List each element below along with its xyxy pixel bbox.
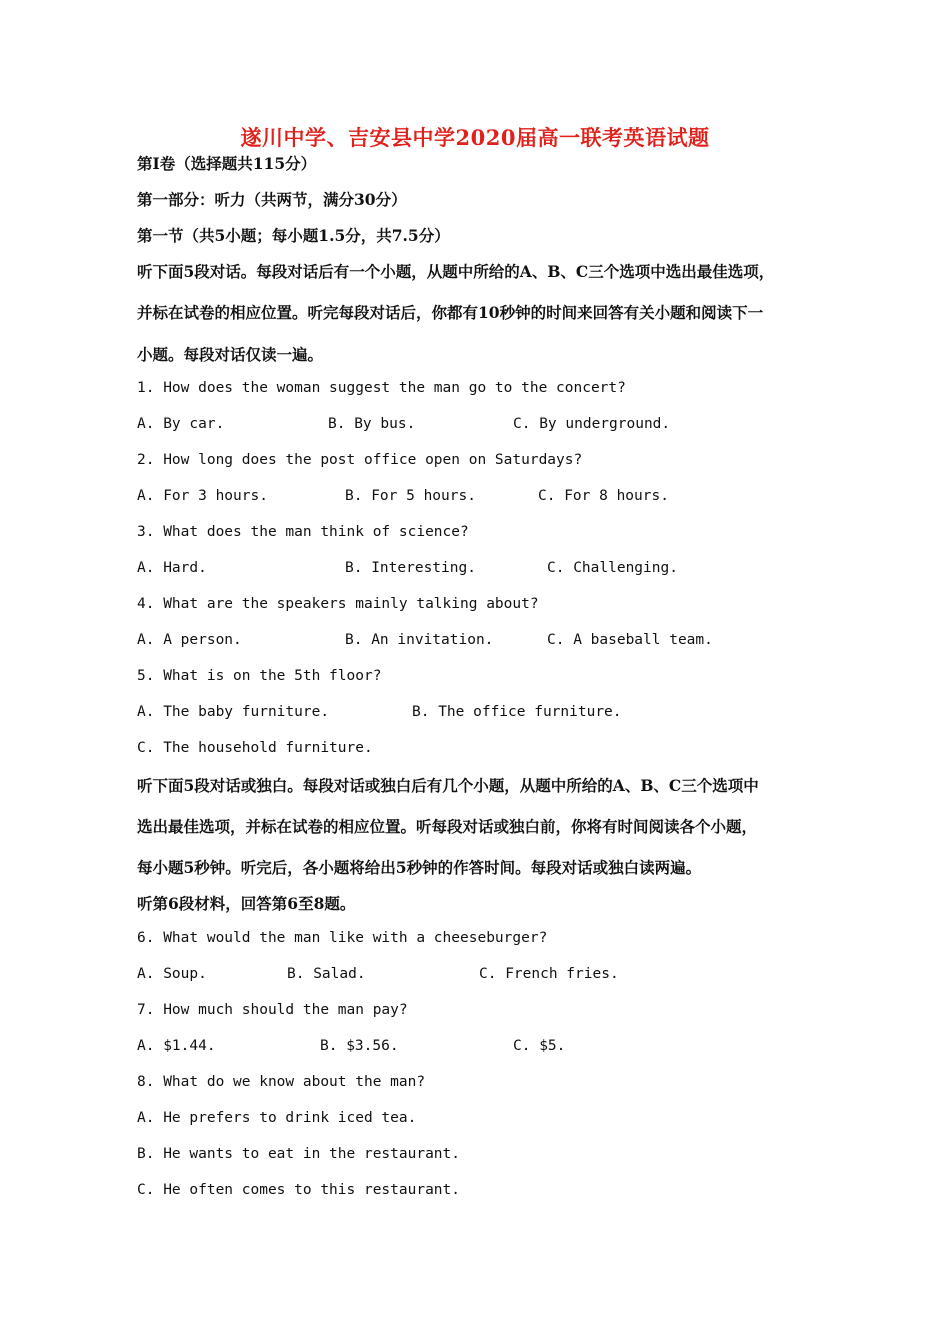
paper-heading: 第Ⅰ卷（选择题共115分） <box>137 154 317 173</box>
option-8b: B. He wants to eat in the restaurant. <box>137 1146 461 1162</box>
option-4c: C. A baseball team. <box>547 632 713 648</box>
option-8c: C. He often comes to this restaurant. <box>137 1182 461 1198</box>
option-5c: C. The household furniture. <box>137 740 373 756</box>
material-heading: 听第6段材料，回答第6至8题。 <box>137 894 356 913</box>
instruction-line: 听下面5段对话。每段对话后有一个小题，从题中所给的A、B、C三个选项中选出最佳选项， <box>137 262 775 281</box>
option-1a: A. By car. <box>137 416 225 432</box>
question-7: 7. How much should the man pay? <box>137 1002 408 1018</box>
option-5b: B. The office furniture. <box>412 704 622 720</box>
question-5: 5. What is on the 5th floor? <box>137 668 382 684</box>
option-2b: B. For 5 hours. <box>345 488 476 504</box>
option-3a: A. Hard. <box>137 560 207 576</box>
option-1c: C. By underground. <box>513 416 671 432</box>
option-2a: A. For 3 hours. <box>137 488 268 504</box>
option-5a: A. The baby furniture. <box>137 704 330 720</box>
option-8a: A. He prefers to drink iced tea. <box>137 1110 417 1126</box>
question-3: 3. What does the man think of science? <box>137 524 469 540</box>
option-6a: A. Soup. <box>137 966 207 982</box>
option-6b: B. Salad. <box>287 966 366 982</box>
option-4b: B. An invitation. <box>345 632 494 648</box>
instruction-line: 并标在试卷的相应位置。听完每段对话后，你都有10秒钟的时间来回答有关小题和阅读下一 <box>137 303 764 322</box>
question-6: 6. What would the man like with a cheeseburger? <box>137 930 548 946</box>
option-3c: C. Challenging. <box>547 560 678 576</box>
question-4: 4. What are the speakers mainly talking about? <box>137 596 539 612</box>
instruction-line: 选出最佳选项，并标在试卷的相应位置。听每段对话或独白前，你将有时间阅读各个小题， <box>137 817 758 836</box>
question-1: 1. How does the woman suggest the man go to the concert? <box>137 380 626 396</box>
instruction-line: 小题。每段对话仅读一遍。 <box>137 345 324 364</box>
document-title: 遂川中学、吉安县中学2020届高一联考英语试题 <box>240 125 710 150</box>
question-2: 2. How long does the post office open on Saturdays? <box>137 452 583 468</box>
option-7c: C. $5. <box>513 1038 566 1054</box>
option-1b: B. By bus. <box>328 416 416 432</box>
option-4a: A. A person. <box>137 632 242 648</box>
option-3b: B. Interesting. <box>345 560 476 576</box>
option-7a: A. $1.44. <box>137 1038 216 1054</box>
instruction-line: 每小题5秒钟。听完后，各小题将给出5秒钟的作答时间。每段对话或独白读两遍。 <box>137 858 702 877</box>
part-heading: 第一部分：听力（共两节，满分30分） <box>137 190 407 209</box>
option-2c: C. For 8 hours. <box>538 488 669 504</box>
option-7b: B. $3.56. <box>320 1038 399 1054</box>
question-8: 8. What do we know about the man? <box>137 1074 426 1090</box>
option-6c: C. French fries. <box>479 966 619 982</box>
instruction-line: 听下面5段对话或独白。每段对话或独白后有几个小题，从题中所给的A、B、C三个选项中 <box>137 776 759 795</box>
section-heading: 第一节（共5小题；每小题1.5分，共7.5分） <box>137 226 450 245</box>
